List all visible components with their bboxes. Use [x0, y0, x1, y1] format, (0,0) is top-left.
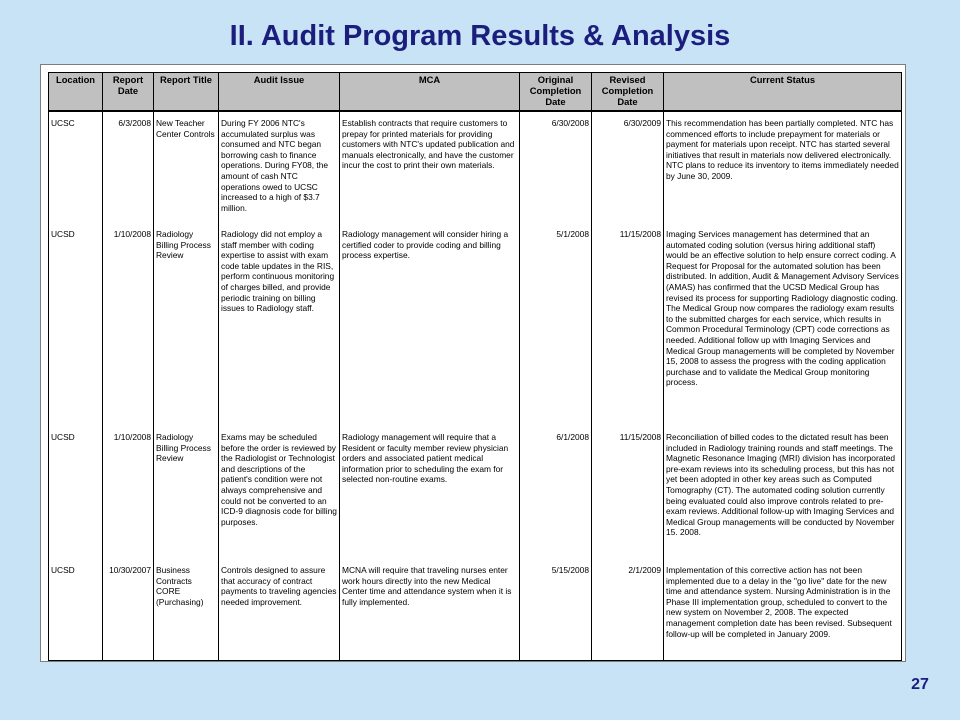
table-row [49, 117, 902, 223]
cell-report-date: 10/30/2007 [103, 564, 154, 660]
cell-revised-completion-date: 2/1/2009 [592, 564, 664, 660]
cell-original-completion-date: 5/15/2008 [520, 564, 592, 660]
cell-location: UCSD [49, 431, 103, 559]
cell-revised-completion-date: 6/30/2009 [592, 117, 664, 223]
cell-original-completion-date: 6/30/2008 [520, 117, 592, 223]
cell-report-date: 1/10/2008 [103, 431, 154, 559]
cell-report-date: 6/3/2008 [103, 117, 154, 223]
cell-location: UCSD [49, 228, 103, 426]
cell-original-completion-date: 6/1/2008 [520, 431, 592, 559]
cell-current-status: Reconciliation of billed codes to the dictated result has been included in Radiology training rounds and staff meetings. The Magnetic Resonance Imaging (MRI) division has incorporated pre-exam reviews into its scheduling process, but this has not yet been adopted in other key areas such as Computed Tomography (CT). The automated coding solution currently being evaluated could also improve controls related to pre-exam reviews. Additional follow-up with Imaging Services and Medical Group managements will be conducted by November 15. 2008. [664, 431, 902, 559]
cell-original-completion-date: 5/1/2008 [520, 228, 592, 426]
spreadsheet-panel [40, 64, 906, 662]
header-location: Location [49, 73, 103, 112]
cell-mca: MCNA will require that traveling nurses enter work hours directly into the new Medical Center time and attendance system when it is fully implemented. [340, 564, 520, 660]
table-row [49, 564, 902, 660]
header-original-completion-date: Original Completion Date [520, 73, 592, 112]
cell-revised-completion-date: 11/15/2008 [592, 228, 664, 426]
cell-report-title: Radiology Billing Process Review [154, 431, 219, 559]
header-mca: MCA [340, 73, 520, 112]
cell-location: UCSC [49, 117, 103, 223]
cell-current-status: Implementation of this corrective action has not been implemented due to a delay in the "go live" date for the new time and attendance system. Nursing Administration is in the Phase III implementation group, scheduled to convert to the new system on November 2, 2008. The expected management completion date has been revised. Subsequent follow-up will be completed in January 2009. [664, 564, 902, 660]
audit-results-table [48, 72, 902, 661]
slide-title: II. Audit Program Results & Analysis [229, 20, 731, 52]
cell-mca: Establish contracts that require customers to prepay for printed materials for providing customers with NTC's updated publication and manuals electronically, and have the customer incur the cost to print their own materials. [340, 117, 520, 223]
page-number: 27 [911, 676, 929, 693]
table-header-row [49, 73, 902, 112]
cell-mca: Radiology management will consider hiring a certified coder to provide coding and billing process expertise. [340, 228, 520, 426]
cell-audit-issue: Exams may be scheduled before the order is reviewed by the Radiologist or Technologist and descriptions of the patient's condition were not always comprehensive and could not be converted to an ICD-9 diagnosis code for billing purposes. [219, 431, 340, 559]
header-report-date: Report Date [103, 73, 154, 112]
cell-report-title: Radiology Billing Process Review [154, 228, 219, 426]
header-report-title: Report Title [154, 73, 219, 112]
header-revised-completion-date: Revised Completion Date [592, 73, 664, 112]
cell-location: UCSD [49, 564, 103, 660]
cell-audit-issue: During FY 2006 NTC's accumulated surplus was consumed and NTC began borrowing cash to finance operations. During FY08, the amount of cash NTC operations owed to UCSC increased to a high of $3.7 million. [219, 117, 340, 223]
cell-report-title: Business Contracts CORE (Purchasing) [154, 564, 219, 660]
cell-revised-completion-date: 11/15/2008 [592, 431, 664, 559]
cell-current-status: This recommendation has been partially completed. NTC has commenced efforts to include prepayment for materials or payment for materials upon receipt. NTC has started several initiatives that result in materials now delivered electronically. NTC plans to reduce its inventory to items immediately needed by June 30, 2009. [664, 117, 902, 223]
cell-audit-issue: Controls designed to assure that accuracy of contract payments to traveling agencies needed improvement. [219, 564, 340, 660]
cell-report-title: New Teacher Center Controls [154, 117, 219, 223]
cell-mca: Radiology management will require that a Resident or faculty member review physician orders and associated patient medical information prior to scheduling the exam for selected non-routine exams. [340, 431, 520, 559]
table-row [49, 228, 902, 426]
header-current-status: Current Status [664, 73, 902, 112]
cell-current-status: Imaging Services management has determined that an automated coding solution (versus hiring additional staff) would be an effective solution to help ensure correct coding. A Request for Proposal for the automated solution has been distributed. In addition, Audit & Management Advisory Services (AMAS) has confirmed that the UCSD Medical Group has revised its process for supporting Radiology diagnostic coding. The Medical Group now compares the radiology exam results to the submitted charges for each service, which results in Common Procedural Terminology (CPT) code corrections as needed. Additional follow up with Imaging Services and Medical Group managements will be completed by November 15, 2008 to assess the progress with the coding application purchase and to validate the Medical Group monitoring process. [664, 228, 902, 426]
cell-audit-issue: Radiology did not employ a staff member with coding expertise to assist with exam code table updates in the RIS, perform continuous monitoring of charges billed, and provide periodic training on billing issues to Radiology staff. [219, 228, 340, 426]
cell-report-date: 1/10/2008 [103, 228, 154, 426]
table-row [49, 431, 902, 559]
header-audit-issue: Audit Issue [219, 73, 340, 112]
